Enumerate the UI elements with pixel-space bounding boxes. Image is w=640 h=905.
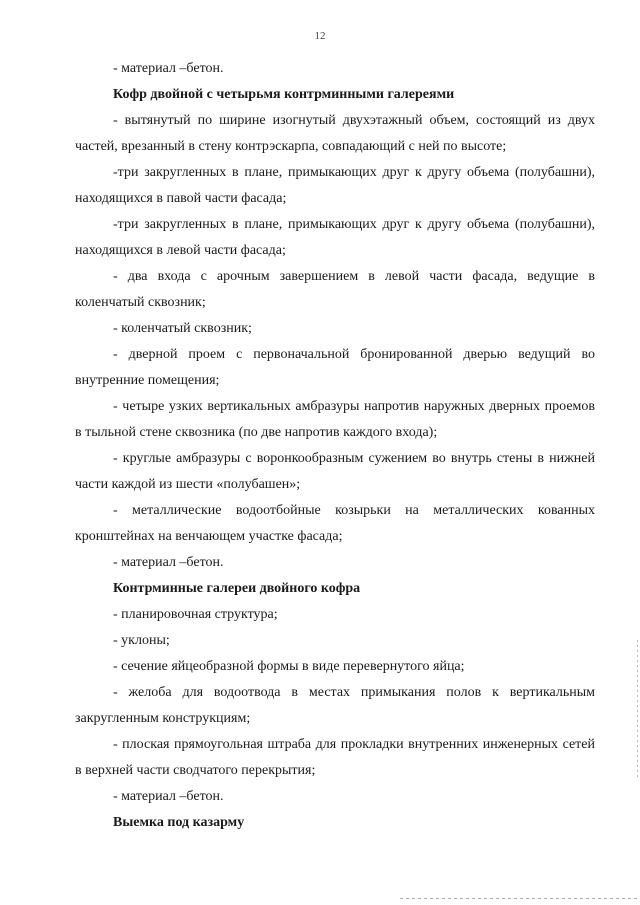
- paragraph: -три закругленных в плане, примыкающих друг к другу объема (полубашни), находящихся в павой части фасада;: [75, 165, 595, 206]
- paragraph: - сечение яйцеобразной формы в виде перевернутого яйца;: [113, 659, 465, 674]
- document-body: [75, 56, 595, 836]
- paragraph: - дверной проем с первоначальной бронированной дверью ведущий во внутренние помещения;: [75, 347, 595, 388]
- paragraph: - круглые амбразуры с воронкообразным сужением во внутрь стены в нижней части каждой из шести «полубашен»;: [75, 451, 595, 492]
- paragraph: - желоба для водоотвода в местах примыкания полов к вертикальным закругленным конструкциям;: [75, 685, 595, 726]
- paragraph: - вытянутый по ширине изогнутый двухэтажный объем, состоящий из двух частей, врезанный в стену контрэскарпа, совпадающий с ней по высоте;: [75, 113, 595, 154]
- paragraph: - планировочная структура;: [113, 607, 278, 622]
- scan-edge-mark: [637, 640, 638, 780]
- paragraph: -три закругленных в плане, примыкающих друг к другу объема (полубашни), находящихся в левой части фасада;: [75, 217, 595, 258]
- paragraph: - два входа с арочным завершением в левой части фасада, ведущие в коленчатый сквозник;: [75, 269, 595, 310]
- paragraph: - плоская прямоугольная штраба для прокладки внутренних инженерных сетей в верхней части сводчатого перекрытия;: [75, 737, 595, 778]
- page-number: 12: [314, 30, 326, 42]
- paragraph: - материал –бетон.: [113, 555, 224, 570]
- paragraph: - коленчатый сквозник;: [113, 321, 252, 336]
- paragraph: - металлические водоотбойные козырьки на металлических кованных кронштейнах на венчающем участке фасада;: [75, 503, 595, 544]
- paragraph: - четыре узких вертикальных амбразуры напротив наружных дверных проемов в тыльной стене сквозника (по две напротив каждого входа);: [75, 399, 595, 440]
- paragraph: - уклоны;: [113, 633, 170, 648]
- section-heading: Контрминные галереи двойного кофра: [113, 581, 361, 596]
- section-heading: Выемка под казарму: [113, 815, 245, 830]
- paragraph: - материал –бетон.: [113, 61, 224, 76]
- paragraph: - материал –бетон.: [113, 789, 224, 804]
- section-heading: Кофр двойной с четырьмя контрминными галереями: [113, 87, 455, 102]
- scan-bottom-rule: [400, 898, 640, 899]
